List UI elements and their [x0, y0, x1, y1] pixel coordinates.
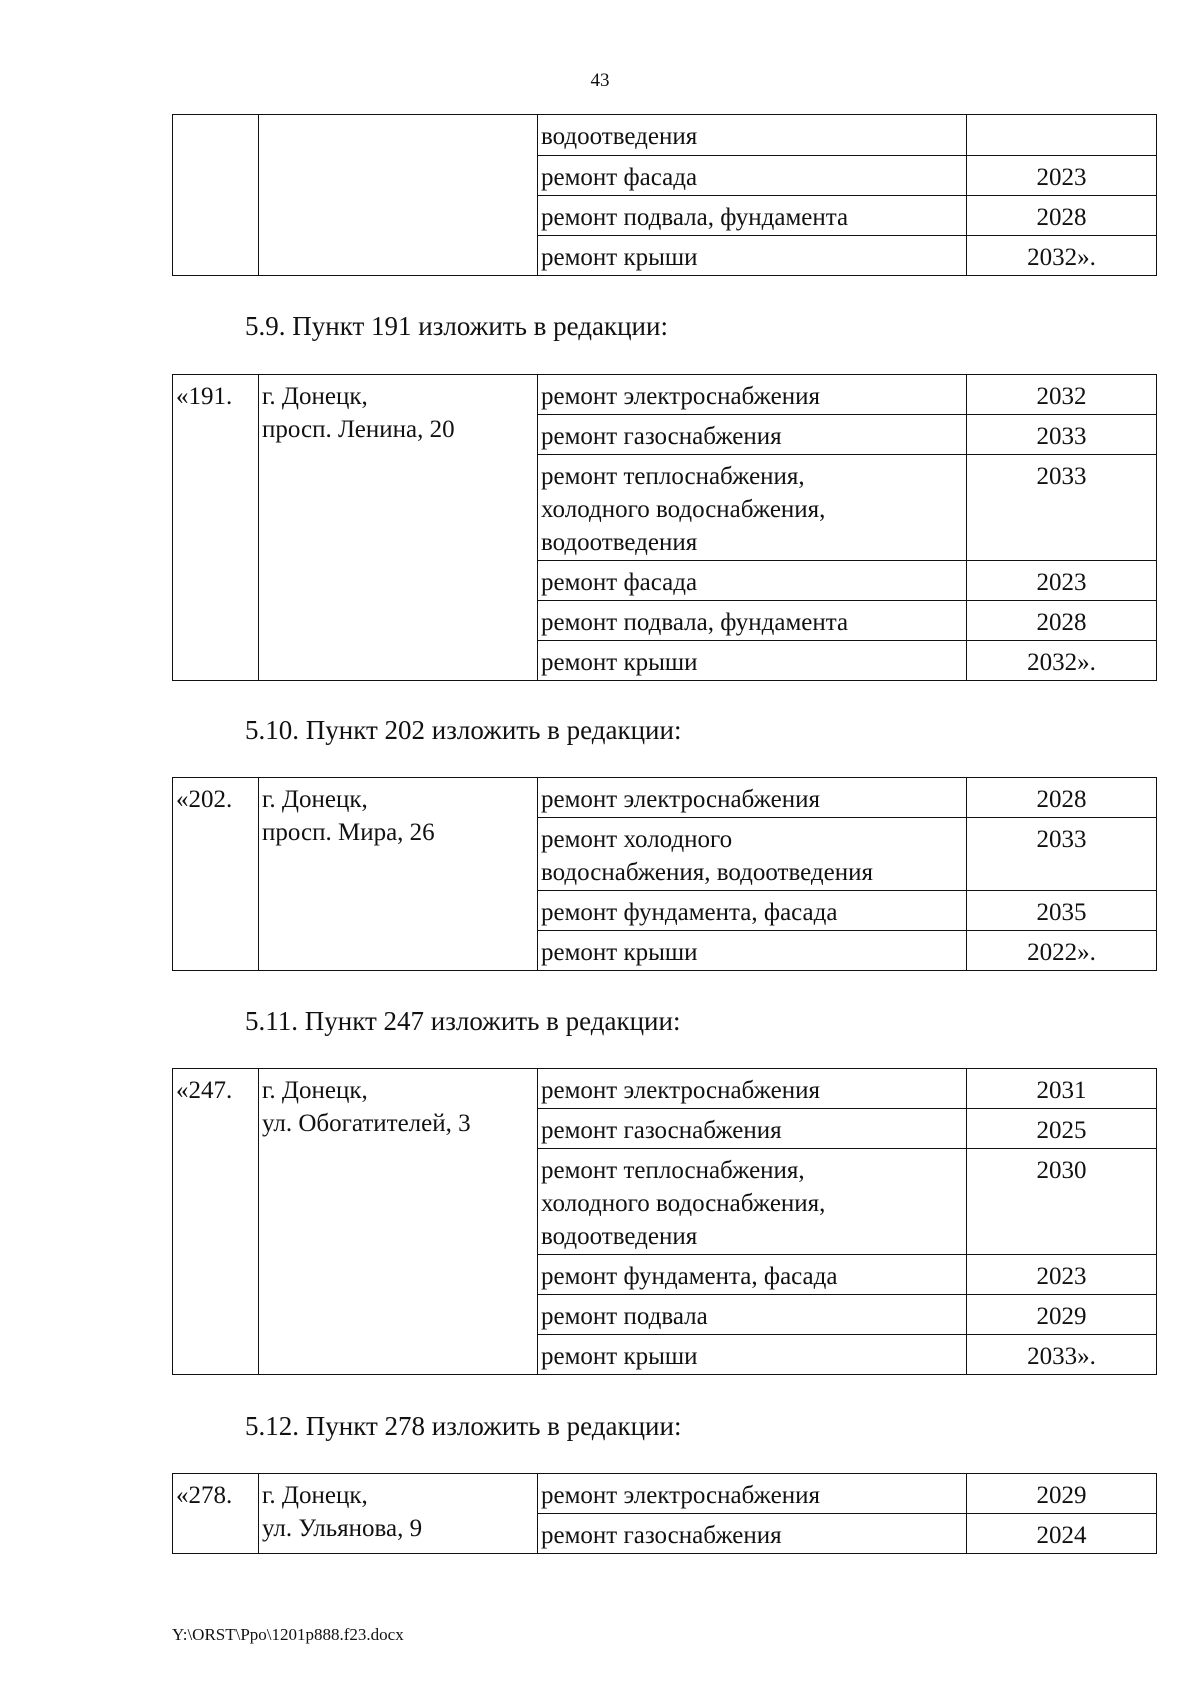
year-cell: 2032». [967, 236, 1157, 276]
address-cell: г. Донецк, просп. Мира, 26 [259, 778, 538, 971]
page-number: 43 [590, 70, 610, 91]
work-cell: ремонт холодного водоснабжения, водоотведения [538, 818, 967, 891]
year-cell: 2023 [967, 1255, 1157, 1295]
year-cell: 2032». [967, 641, 1157, 681]
index-cell: «191. [173, 375, 259, 681]
work-cell: ремонт фундамента, фасада [538, 891, 967, 931]
year-cell: 2031 [967, 1069, 1157, 1109]
table-row [173, 778, 1157, 818]
work-cell: ремонт теплоснабжения, холодного водоснабжения, водоотведения [538, 1149, 967, 1255]
index-cell: «202. [173, 778, 259, 971]
works-table-247 [172, 1068, 1157, 1375]
work-cell: ремонт фасада [538, 156, 967, 196]
work-cell: ремонт электроснабжения [538, 1069, 967, 1109]
section-heading: 5.10. Пункт 202 изложить в редакции: [245, 715, 682, 745]
section-heading: 5.11. Пункт 247 изложить в редакции: [245, 1006, 681, 1036]
index-cell: «247. [173, 1069, 259, 1375]
works-table-continuation [172, 114, 1157, 276]
work-cell: ремонт теплоснабжения, холодного водоснабжения, водоотведения [538, 455, 967, 561]
year-cell: 2033 [967, 818, 1157, 891]
work-cell: водоотведения [538, 115, 967, 156]
year-cell: 2035 [967, 891, 1157, 931]
year-cell: 2030 [967, 1149, 1157, 1255]
works-table-202 [172, 777, 1157, 971]
year-cell: 2024 [967, 1514, 1157, 1554]
year-cell: 2025 [967, 1109, 1157, 1149]
work-cell: ремонт электроснабжения [538, 1474, 967, 1514]
year-cell: 2029 [967, 1295, 1157, 1335]
work-cell: ремонт газоснабжения [538, 1514, 967, 1554]
year-cell [967, 115, 1157, 156]
index-cell: «278. [173, 1474, 259, 1554]
work-cell: ремонт крыши [538, 641, 967, 681]
table-row [173, 1069, 1157, 1109]
work-cell: ремонт подвала, фундамента [538, 601, 967, 641]
year-cell: 2028 [967, 778, 1157, 818]
year-cell: 2029 [967, 1474, 1157, 1514]
address-cell [259, 115, 538, 276]
work-cell: ремонт крыши [538, 236, 967, 276]
address-cell: г. Донецк, ул. Ульянова, 9 [259, 1474, 538, 1554]
year-cell: 2022». [967, 931, 1157, 971]
year-cell: 2033». [967, 1335, 1157, 1375]
year-cell: 2023 [967, 561, 1157, 601]
section-heading: 5.9. Пункт 191 изложить в редакции: [245, 311, 668, 341]
work-cell: ремонт крыши [538, 931, 967, 971]
work-cell: ремонт электроснабжения [538, 375, 967, 415]
year-cell: 2033 [967, 415, 1157, 455]
address-cell: г. Донецк, ул. Обогатителей, 3 [259, 1069, 538, 1375]
year-cell: 2028 [967, 196, 1157, 236]
work-cell: ремонт подвала, фундамента [538, 196, 967, 236]
work-cell: ремонт газоснабжения [538, 415, 967, 455]
work-cell: ремонт газоснабжения [538, 1109, 967, 1149]
work-cell: ремонт фасада [538, 561, 967, 601]
year-cell: 2028 [967, 601, 1157, 641]
works-table-278 [172, 1473, 1157, 1554]
works-table-191 [172, 374, 1157, 681]
table-row [173, 375, 1157, 415]
work-cell: ремонт крыши [538, 1335, 967, 1375]
index-cell [173, 115, 259, 276]
year-cell: 2032 [967, 375, 1157, 415]
table-row [173, 115, 1157, 156]
table-row [173, 1474, 1157, 1514]
address-cell: г. Донецк, просп. Ленина, 20 [259, 375, 538, 681]
work-cell: ремонт электроснабжения [538, 778, 967, 818]
year-cell: 2023 [967, 156, 1157, 196]
file-path-footer: Y:\ORST\Ppo\1201p888.f23.docx [172, 1625, 404, 1644]
year-cell: 2033 [967, 455, 1157, 561]
work-cell: ремонт фундамента, фасада [538, 1255, 967, 1295]
work-cell: ремонт подвала [538, 1295, 967, 1335]
section-heading: 5.12. Пункт 278 изложить в редакции: [245, 1411, 682, 1441]
